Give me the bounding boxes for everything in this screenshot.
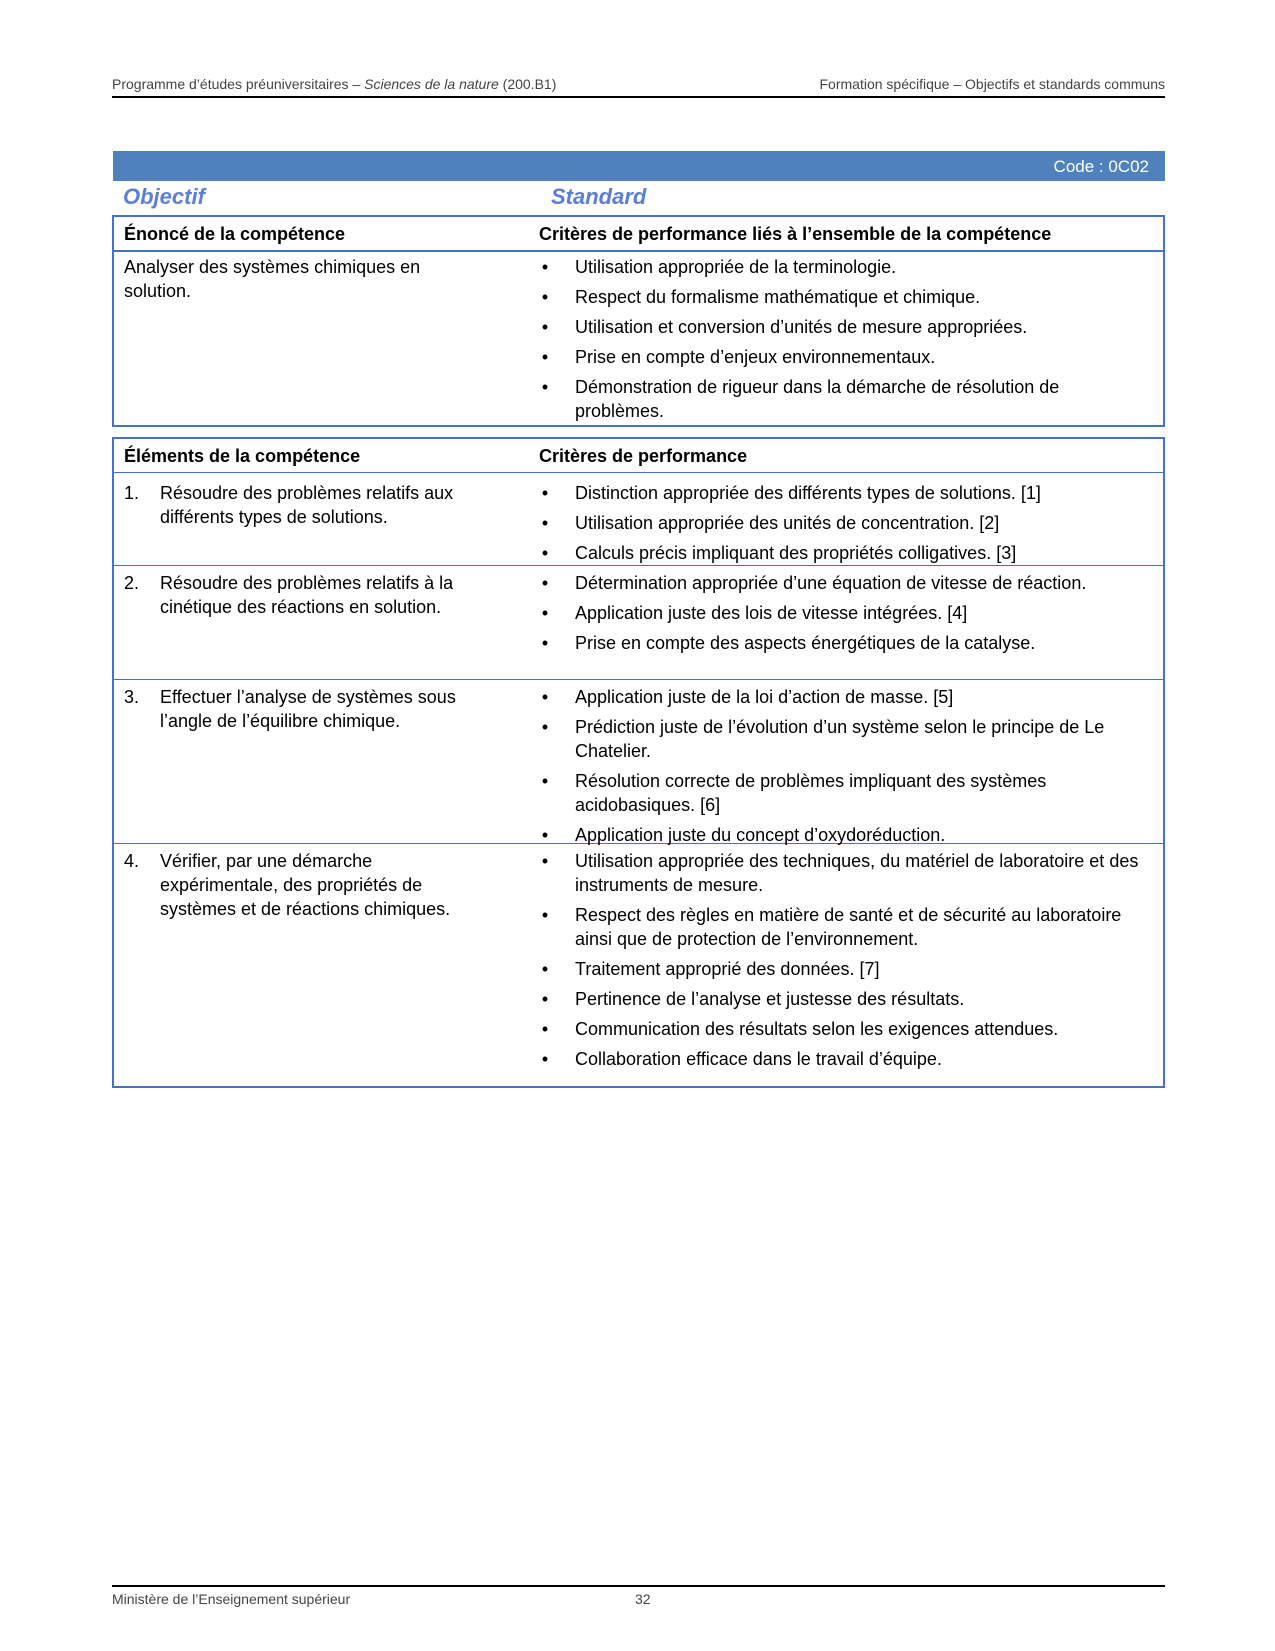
running-header	[112, 76, 1165, 98]
element-criterion	[539, 903, 1149, 951]
element-statement	[124, 685, 494, 733]
element-criteria	[539, 571, 1149, 661]
element-row	[114, 843, 1163, 1069]
element-text: Résoudre des problèmes relatifs aux différents types de solutions.	[160, 483, 454, 527]
criterion-text: Application juste des lois de vitesse intégrées. [4]	[575, 603, 968, 623]
enonce-table	[112, 215, 1165, 427]
element-criteria	[539, 481, 1149, 571]
element-criterion	[539, 511, 1149, 535]
element-criterion	[539, 1017, 1149, 1041]
element-number: 1.	[124, 483, 140, 503]
bullet-icon: •	[541, 687, 549, 707]
element-criterion	[539, 849, 1149, 897]
header-program: Programme d’études préuniversitaires – Sciences de la nature (200.B1)	[112, 76, 557, 92]
bullet-icon: •	[541, 513, 549, 533]
bullet-icon: •	[541, 257, 549, 277]
element-number: 3.	[124, 687, 140, 707]
elements-header-row	[114, 439, 1163, 473]
standard-label: Standard	[551, 184, 647, 209]
criterion-text: Prise en compte des aspects énergétiques de la catalyse.	[575, 633, 1036, 653]
criterion-text: Résolution correcte de problèmes impliquant des systèmes acidobasiques. [6]	[575, 771, 1047, 815]
criterion-text: Prise en compte d’enjeux environnementaux.	[575, 347, 936, 367]
bullet-icon: •	[541, 989, 549, 1009]
bullet-icon: •	[541, 483, 549, 503]
criterion-text: Calculs précis impliquant des propriétés colligatives. [3]	[575, 543, 1017, 563]
bullet-icon: •	[541, 287, 549, 307]
bullet-icon: •	[541, 573, 549, 593]
bullet-icon: •	[541, 603, 549, 623]
enonce-criterion	[539, 285, 1149, 309]
bullet-icon: •	[541, 1019, 549, 1039]
element-criterion	[539, 481, 1149, 505]
criterion-text: Respect des règles en matière de santé et de sécurité au laboratoire ainsi que de protection de l’environnement.	[575, 905, 1122, 949]
element-criterion	[539, 571, 1149, 595]
elements-heading: Éléments de la compétence	[124, 446, 361, 466]
elements-table	[112, 437, 1165, 1088]
page-footer	[112, 1585, 1165, 1609]
element-criteria-list	[539, 685, 1149, 847]
enonce-criterion	[539, 375, 1149, 423]
objectif-label: Objectif	[123, 184, 205, 209]
element-statement	[124, 481, 494, 529]
element-criteria	[539, 849, 1149, 1077]
bullet-icon: •	[541, 317, 549, 337]
element-criteria-list	[539, 571, 1149, 655]
element-statement	[124, 571, 494, 619]
element-criteria	[539, 685, 1149, 853]
criterion-text: Application juste de la loi d’action de masse. [5]	[575, 687, 954, 707]
enonce-header-row	[114, 217, 1163, 252]
bullet-icon: •	[541, 959, 549, 979]
element-row	[114, 679, 1163, 844]
bullet-icon: •	[541, 377, 549, 397]
criterion-text: Respect du formalisme mathématique et chimique.	[575, 287, 981, 307]
bullet-icon: •	[541, 851, 549, 871]
element-number: 2.	[124, 573, 140, 593]
enonce-criteria-list	[539, 255, 1149, 423]
element-text: Effectuer l’analyse de systèmes sous l’angle de l’équilibre chimique.	[160, 687, 456, 731]
element-text: Résoudre des problèmes relatifs à la cinétique des réactions en solution.	[160, 573, 454, 617]
criterion-text: Démonstration de rigueur dans la démarche de résolution de problèmes.	[575, 377, 1060, 421]
element-row	[114, 565, 1163, 680]
header-section: Formation spécifique – Objectifs et standards communs	[819, 76, 1165, 92]
element-criterion	[539, 769, 1149, 817]
bullet-icon: •	[541, 633, 549, 653]
element-criterion	[539, 601, 1149, 625]
code-band	[113, 151, 1165, 181]
element-criterion	[539, 957, 1149, 981]
criterion-text: Utilisation et conversion d’unités de mesure appropriées.	[575, 317, 1028, 337]
element-criterion	[539, 541, 1149, 565]
criterion-text: Pertinence de l’analyse et justesse des résultats.	[575, 989, 965, 1009]
criterion-text: Prédiction juste de l’évolution d’un système selon le principe de Le Chatelier.	[575, 717, 1105, 761]
criterion-text: Utilisation appropriée des techniques, du matériel de laboratoire et des instruments de mesure.	[575, 851, 1139, 895]
criterion-text: Application juste du concept d’oxydoréduction.	[575, 825, 946, 845]
element-criteria-list	[539, 481, 1149, 565]
element-row	[114, 475, 1163, 566]
bullet-icon: •	[541, 717, 549, 737]
enonce-text: Analyser des systèmes chimiques en solution.	[124, 257, 421, 301]
criterion-text: Collaboration efficace dans le travail d’équipe.	[575, 1049, 942, 1069]
enonce-criterion	[539, 255, 1149, 279]
element-criterion	[539, 715, 1149, 763]
enonce-heading: Énoncé de la compétence	[124, 224, 346, 244]
criterion-text: Utilisation appropriée de la terminologie.	[575, 257, 897, 277]
element-criterion	[539, 631, 1149, 655]
bullet-icon: •	[541, 543, 549, 563]
element-criterion	[539, 987, 1149, 1011]
criterion-text: Utilisation appropriée des unités de concentration. [2]	[575, 513, 1000, 533]
bullet-icon: •	[541, 825, 549, 845]
enonce-criterion	[539, 315, 1149, 339]
enonce-criteria-heading: Critères de performance liés à l’ensemble de la compétence	[539, 224, 1052, 244]
enonce-criterion	[539, 345, 1149, 369]
criterion-text: Distinction appropriée des différents types de solutions. [1]	[575, 483, 1041, 503]
bullet-icon: •	[541, 905, 549, 925]
bullet-icon: •	[541, 1049, 549, 1069]
footer-ministry: Ministère de l’Enseignement supérieur	[112, 1591, 351, 1607]
element-criterion	[539, 685, 1149, 709]
element-number: 4.	[124, 851, 140, 871]
criterion-text: Communication des résultats selon les exigences attendues.	[575, 1019, 1059, 1039]
bullet-icon: •	[541, 771, 549, 791]
page-number: 32	[635, 1591, 651, 1607]
element-statement	[124, 849, 494, 921]
element-criterion	[539, 1047, 1149, 1071]
elements-criteria-heading: Critères de performance	[539, 446, 748, 466]
criterion-text: Détermination appropriée d’une équation de vitesse de réaction.	[575, 573, 1087, 593]
element-text: Vérifier, par une démarche expérimentale, des propriétés de systèmes et de réactions chimiques.	[160, 851, 451, 919]
element-criteria-list	[539, 849, 1149, 1071]
bullet-icon: •	[541, 347, 549, 367]
competency-code: Code : 0C02	[1053, 157, 1149, 176]
enonce-criteria	[539, 255, 1149, 429]
criterion-text: Traitement approprié des données. [7]	[575, 959, 880, 979]
